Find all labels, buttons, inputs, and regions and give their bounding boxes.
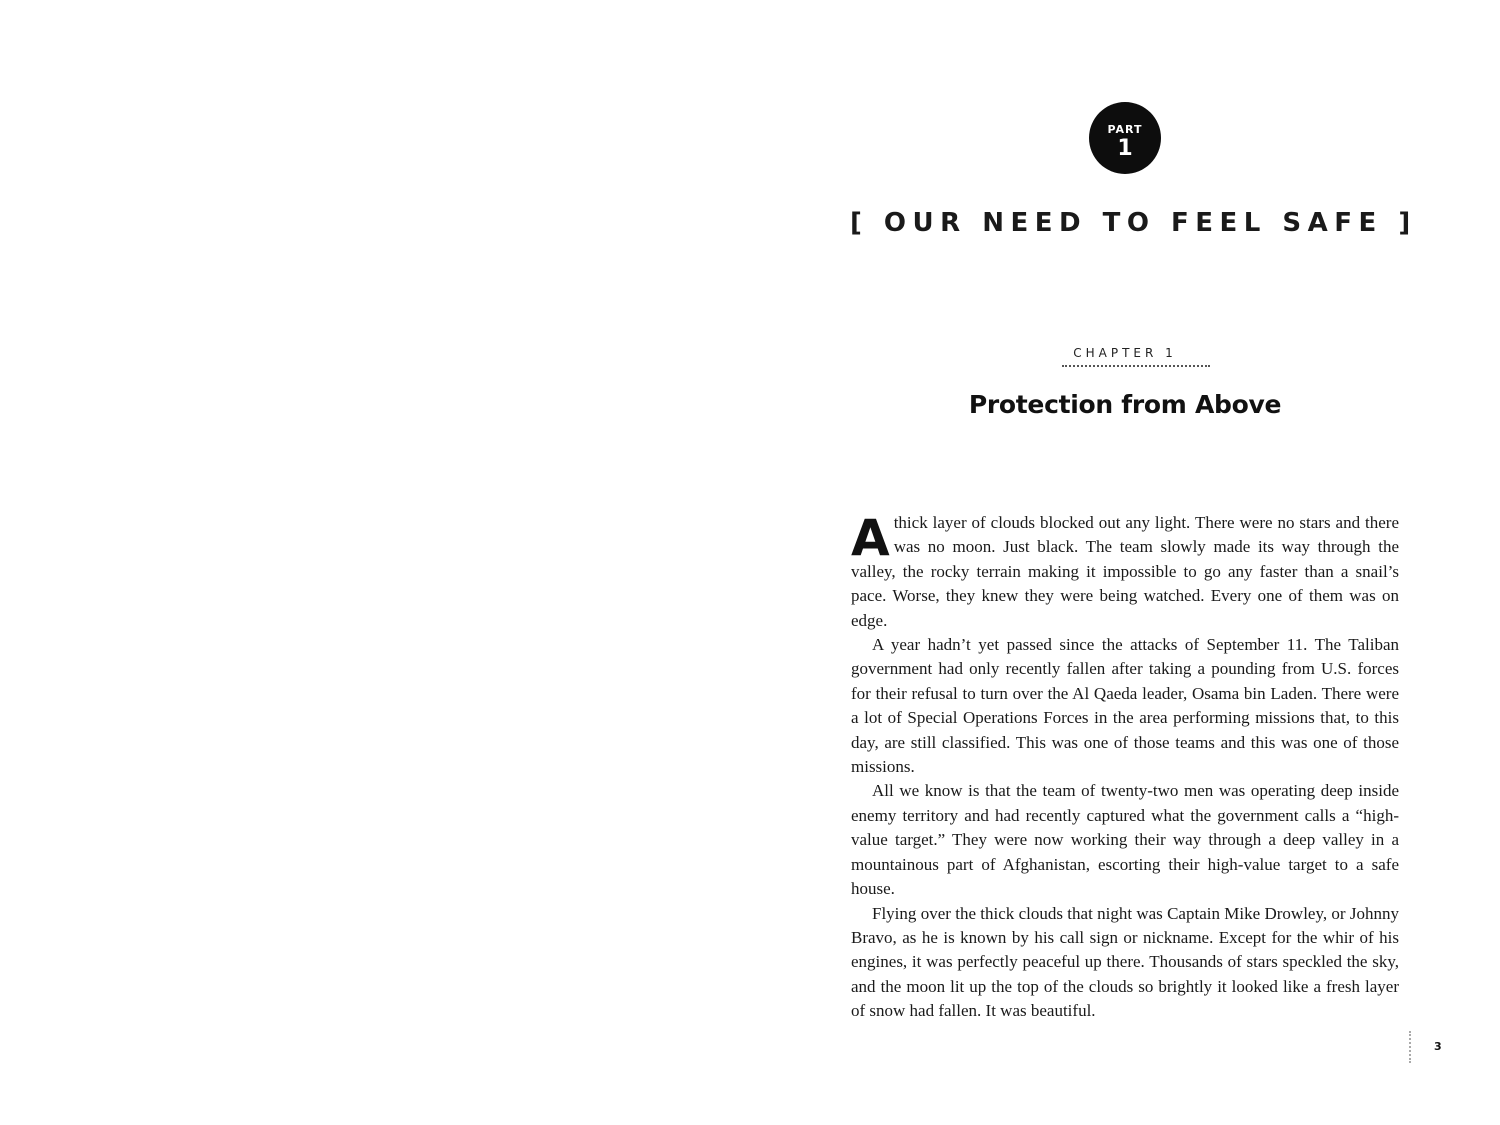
paragraph-3: All we know is that the team of twenty-two men was operating deep inside enemy territory and had recently captured what the government calls a “high-value target.” They were now working their way through a deep valley in a mountainous part of Afghanistan, escorting their high-value target to a safe house. [851, 781, 1399, 899]
part-badge [1089, 102, 1161, 174]
part-number: 1 [1117, 136, 1133, 161]
right-page [750, 0, 1500, 1125]
chapter-title: Protection from Above [968, 390, 1282, 419]
chapter-dotted-rule [1062, 365, 1210, 367]
drop-cap: A [851, 509, 890, 567]
part-title: [ OUR NEED TO FEEL SAFE ] [850, 208, 1417, 238]
part-label: PART [1107, 123, 1143, 136]
paragraph-2: A year hadn’t yet passed since the attacks of September 11. The Taliban government had only recently fallen after taking a pounding from U.S. forces for their refusal to turn over the Al Qaeda leader, Osama bin Laden. There were a lot of Special Operations Forces in the area performing missions that, to this day, are still classified. This was one of those teams and this was one of those missions. [851, 635, 1399, 777]
paragraph-1-text: thick layer of clouds blocked out any light. There were no stars and there was no moon. Just black. The team slowly made its way through the valley, the rocky terrain making it impossible to go any faster than a snail’s pace. Worse, they knew they were being watched. Every one of them was on edge. [851, 513, 1399, 630]
folio-dotted-rule [1409, 1031, 1411, 1063]
body-text [851, 511, 1399, 1024]
chapter-label: CHAPTER 1 [1073, 346, 1177, 360]
page-number: 3 [1434, 1040, 1442, 1053]
paragraph-1 [851, 511, 1399, 633]
paragraph-4: Flying over the thick clouds that night was Captain Mike Drowley, or Johnny Bravo, as he is known by his call sign or nickname. Except for the whir of his engines, it was perfectly peaceful up there. Thousands of stars speckled the sky, and the moon lit up the top of the clouds so brightly it looked like a fresh layer of snow had fallen. It was beautiful. [851, 903, 1399, 1021]
